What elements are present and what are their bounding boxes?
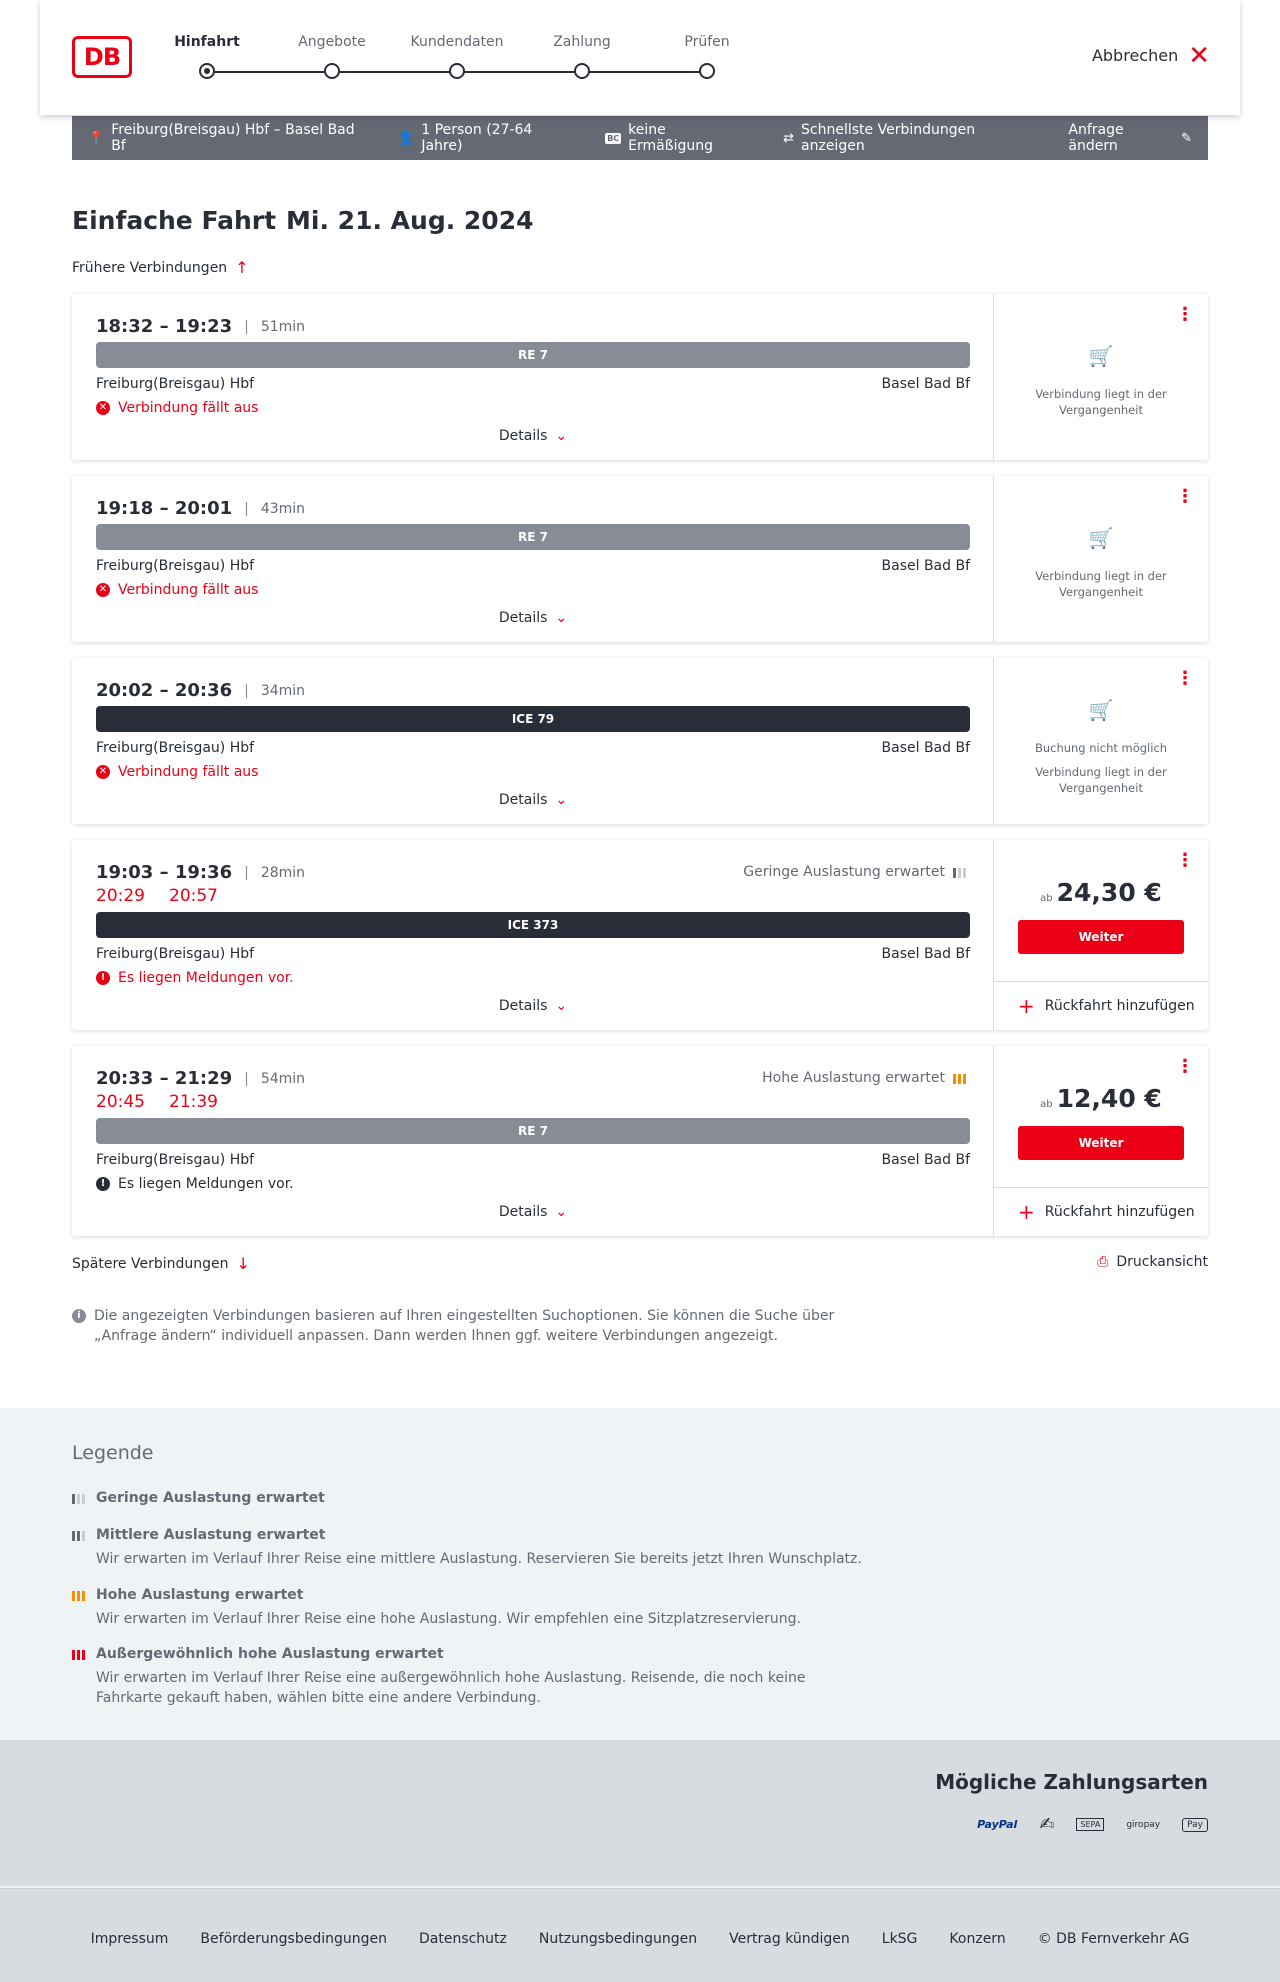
pencil-icon: ✎ — [1181, 130, 1192, 146]
legend-item — [72, 1527, 972, 1569]
cart-unavailable-icon: 🛒 — [1088, 526, 1114, 550]
later-connections-link[interactable] — [72, 1254, 250, 1273]
close-icon: ✕ — [1188, 40, 1210, 71]
time-range: 20:02 – 20:36 — [96, 680, 233, 701]
connection-times — [96, 1068, 305, 1089]
legend-item — [72, 1490, 972, 1506]
direct-debit-icon: ✍ — [1039, 1814, 1055, 1835]
connection-booking — [994, 476, 1208, 642]
price-value: 12,40 € — [1056, 1084, 1162, 1113]
step-hinfahrt[interactable] — [152, 34, 262, 50]
add-return-label: Rückfahrt hinzufügen — [1044, 1203, 1195, 1220]
price — [994, 878, 1208, 907]
arrow-down-icon: ↓ — [236, 1254, 250, 1273]
stations — [96, 1152, 970, 1168]
payment-methods-title: Mögliche Zahlungsarten — [935, 1770, 1208, 1794]
medium-occupancy-icon — [72, 1529, 88, 1541]
more-options-icon[interactable]: ⋮ — [1176, 850, 1194, 871]
duration: 51min — [260, 318, 306, 335]
plus-icon: + — [1018, 993, 1035, 1018]
step-label: Prüfen — [684, 34, 730, 50]
details-toggle[interactable] — [72, 610, 994, 626]
footer-link-datenschutz[interactable]: Datenschutz — [418, 1931, 507, 1947]
connection-times — [96, 498, 305, 519]
very-high-occupancy-icon — [72, 1648, 88, 1660]
discount-info — [605, 122, 751, 154]
footer-link-konzern[interactable]: Konzern — [949, 1931, 1006, 1947]
search-info-note — [72, 1306, 852, 1346]
booking-stepper — [174, 34, 738, 84]
details-label: Details — [498, 792, 548, 808]
cancellation-message — [96, 400, 258, 416]
occupancy-indicator — [743, 864, 969, 880]
connection-card[interactable] — [72, 476, 1208, 642]
legend-heading — [72, 1527, 972, 1543]
connection-card[interactable] — [72, 658, 1208, 824]
add-return-button[interactable] — [994, 1187, 1208, 1235]
more-options-icon[interactable]: ⋮ — [1176, 1056, 1194, 1077]
past-connection-note: Verbindung liegt in der Vergangenheit — [1035, 765, 1167, 795]
past-connection-note: Verbindung liegt in der Vergangenheit — [1035, 387, 1167, 417]
step-dot — [199, 63, 215, 79]
duration: 34min — [260, 682, 306, 699]
print-label: Druckansicht — [1116, 1254, 1208, 1270]
step-label: Kundendaten — [410, 34, 504, 50]
destination-station: Basel Bad Bf — [881, 558, 970, 574]
legend-heading-text: Geringe Auslastung erwartet — [96, 1490, 325, 1506]
connection-booking — [994, 658, 1208, 824]
legend-title: Legende — [72, 1442, 154, 1464]
db-logo[interactable]: DB — [72, 36, 132, 78]
footer-links — [0, 1931, 1280, 1947]
info-exclamation-icon: ! — [96, 1177, 110, 1191]
chevron-down-icon: ⌄ — [555, 1204, 568, 1220]
origin-station: Freiburg(Breisgau) Hbf — [96, 1152, 255, 1168]
occupancy-text: Geringe Auslastung erwartet — [743, 864, 945, 880]
connection-card[interactable] — [72, 1046, 1208, 1236]
origin-station: Freiburg(Breisgau) Hbf — [96, 376, 255, 392]
details-label: Details — [498, 610, 548, 626]
add-return-button[interactable] — [994, 981, 1208, 1029]
train-bar[interactable]: ICE 373 — [96, 912, 970, 938]
search-option-info — [783, 122, 1036, 154]
info-icon: i — [72, 1309, 86, 1323]
duration: 54min — [260, 1070, 306, 1087]
plus-icon: + — [1018, 1199, 1035, 1224]
duration: 43min — [260, 500, 306, 517]
cart-unavailable-icon: 🛒 — [1088, 698, 1114, 722]
separator: | — [244, 1070, 249, 1087]
connection-main — [72, 476, 994, 642]
price-prefix: ab — [1040, 893, 1053, 904]
time-range: 20:33 – 21:29 — [96, 1068, 233, 1089]
trip-date: Mi. 21. Aug. 2024 — [286, 206, 534, 235]
add-return-label: Rückfahrt hinzufügen — [1044, 997, 1195, 1014]
earlier-connections-link[interactable] — [72, 258, 249, 277]
legend-description: Wir erwarten im Verlauf Ihrer Reise eine mittlere Auslastung. Reservieren Sie bereits jetzt Ihren Wunschplatz. — [96, 1551, 862, 1567]
message-text: Es liegen Meldungen vor. — [118, 1176, 294, 1192]
stations — [96, 558, 970, 574]
connection-card[interactable] — [72, 294, 1208, 460]
connection-booking — [994, 294, 1208, 460]
step-zahlung[interactable] — [527, 34, 637, 50]
actual-departure: 20:45 — [96, 1092, 145, 1112]
giropay-icon: giropay — [1126, 1819, 1161, 1830]
legend-heading-text: Mittlere Auslastung erwartet — [96, 1527, 326, 1543]
later-label: Spätere Verbindungen — [72, 1255, 229, 1272]
warning-icon: ! — [96, 971, 110, 985]
traveller-info — [398, 122, 573, 154]
traveller-text: 1 Person (27-64 Jahre) — [421, 122, 533, 154]
legend-description: Wir erwarten im Verlauf Ihrer Reise eine hohe Auslastung. Wir empfehlen eine Sitzplatzreservierung. — [96, 1611, 801, 1627]
printer-icon: ⎙ — [1097, 1254, 1109, 1270]
cart-unavailable-icon: 🛒 — [1088, 344, 1114, 368]
chevron-down-icon: ⌄ — [555, 610, 568, 626]
details-toggle[interactable] — [72, 792, 994, 808]
actual-times — [96, 886, 218, 906]
step-kundendaten[interactable] — [402, 34, 512, 50]
actual-arrival: 21:39 — [169, 1092, 218, 1112]
chevron-down-icon: ⌄ — [555, 998, 568, 1014]
separator: | — [244, 500, 249, 517]
details-toggle[interactable] — [72, 428, 994, 444]
person-icon: 👤 — [398, 130, 415, 146]
details-label: Details — [498, 428, 548, 444]
occupancy-text: Hohe Auslastung erwartet — [762, 1070, 945, 1086]
origin-station: Freiburg(Breisgau) Hbf — [96, 740, 255, 756]
page-title — [72, 206, 534, 235]
duration: 28min — [260, 864, 306, 881]
connection-times — [96, 680, 305, 701]
step-dot — [324, 63, 340, 79]
info-text: Die angezeigten Verbindungen basieren auf Ihren eingestellten Suchoptionen. Sie können die Suche über „Anfrage ändern“ individuell anpassen. Dann werden Ihnen ggf. weitere Verbindungen angezeigt. — [94, 1308, 835, 1344]
legend-item — [72, 1646, 972, 1708]
bahncard-icon: BC — [607, 133, 620, 143]
details-toggle[interactable] — [72, 1204, 994, 1220]
price-prefix: ab — [1040, 1099, 1053, 1110]
continue-button[interactable]: Weiter — [1018, 920, 1184, 954]
option-text: Schnellste Verbindungen anzeigen — [801, 122, 976, 154]
change-request-button[interactable] — [1068, 122, 1192, 154]
error-icon: ✕ — [96, 583, 110, 597]
price-value: 24,30 € — [1056, 878, 1162, 907]
separator: | — [244, 318, 249, 335]
step-dot — [574, 63, 590, 79]
discount-text: keine Ermäßigung — [628, 122, 713, 154]
details-toggle[interactable] — [72, 998, 994, 1014]
connection-main — [72, 658, 994, 824]
legend-heading — [72, 1490, 972, 1506]
separator: | — [244, 864, 249, 881]
swap-icon: ⇄ — [783, 130, 795, 146]
footer — [0, 1888, 1280, 1982]
destination-station: Basel Bad Bf — [881, 740, 970, 756]
stations — [96, 376, 970, 392]
time-range: 19:03 – 19:36 — [96, 862, 233, 883]
destination-station: Basel Bad Bf — [881, 946, 970, 962]
change-request-label: Anfrage ändern — [1068, 122, 1124, 154]
paypal-icon: PayPal — [977, 1818, 1018, 1831]
connection-main — [72, 294, 994, 460]
payment-icons — [977, 1814, 1208, 1835]
footer-copyright: © DB Fernverkehr AG — [1037, 1931, 1190, 1947]
notice-message — [96, 1176, 294, 1192]
arrow-up-icon: ↑ — [235, 258, 249, 277]
occupancy-indicator — [762, 1070, 969, 1086]
actual-departure: 20:29 — [96, 886, 145, 906]
search-summary-bar — [72, 116, 1208, 160]
connection-main — [72, 840, 994, 1030]
connection-booking — [994, 840, 1208, 1030]
route-info — [88, 122, 366, 154]
legend-heading-text: Außergewöhnlich hohe Auslastung erwartet — [96, 1646, 444, 1662]
legend-description: Wir erwarten im Verlauf Ihrer Reise eine außergewöhnlich hohe Auslastung. Reisende, die noch keine Fahrkarte gekauft haben, wählen bitte eine andere Verbindung. — [96, 1670, 806, 1706]
chevron-down-icon: ⌄ — [555, 792, 568, 808]
train-bar[interactable]: RE 7 — [96, 524, 970, 550]
footer-link-vertrag-kuendigen[interactable]: Vertrag kündigen — [729, 1931, 850, 1947]
step-label: Angebote — [298, 34, 366, 50]
continue-button[interactable]: Weiter — [1018, 1126, 1184, 1160]
earlier-label: Frühere Verbindungen — [72, 259, 228, 276]
booking-not-possible-note: Buchung nicht möglich — [1034, 741, 1168, 755]
low-occupancy-icon — [953, 866, 969, 878]
legend-heading — [72, 1646, 972, 1662]
footer-link-nutzungsbedingungen[interactable]: Nutzungsbedingungen — [538, 1931, 698, 1947]
step-label: Zahlung — [553, 34, 611, 50]
time-range: 18:32 – 19:23 — [96, 316, 233, 337]
price — [994, 1084, 1208, 1113]
high-occupancy-icon — [953, 1072, 969, 1084]
cancellation-message — [96, 764, 258, 780]
legend-heading — [72, 1587, 972, 1603]
train-bar[interactable]: RE 7 — [96, 1118, 970, 1144]
actual-times — [96, 1092, 218, 1112]
details-label: Details — [498, 998, 548, 1014]
more-options-icon[interactable]: ⋮ — [1176, 486, 1194, 507]
train-bar[interactable]: RE 7 — [96, 342, 970, 368]
destination-station: Basel Bad Bf — [881, 376, 970, 392]
step-pruefen[interactable] — [652, 34, 762, 50]
stations — [96, 946, 970, 962]
legend-item — [72, 1587, 972, 1629]
details-label: Details — [498, 1204, 548, 1220]
connection-main — [72, 1046, 994, 1236]
cancel-button[interactable] — [1091, 40, 1210, 71]
actual-arrival: 20:57 — [169, 886, 218, 906]
print-view-link[interactable] — [1097, 1254, 1208, 1270]
step-label: Hinfahrt — [174, 34, 240, 50]
apple-pay-icon: Pay — [1182, 1818, 1208, 1832]
high-occupancy-icon — [72, 1589, 88, 1601]
message-text: Verbindung fällt aus — [118, 582, 259, 598]
more-options-icon[interactable]: ⋮ — [1176, 304, 1194, 325]
route-text: Freiburg(Breisgau) Hbf – Basel Bad Bf — [111, 122, 355, 154]
train-bar[interactable]: ICE 79 — [96, 706, 970, 732]
footer-link-lksg[interactable]: LkSG — [881, 1931, 918, 1947]
time-range: 19:18 – 20:01 — [96, 498, 233, 519]
sepa-icon: SEPA — [1076, 1818, 1104, 1831]
footer-link-impressum[interactable]: Impressum — [90, 1931, 169, 1947]
notice-message — [96, 970, 294, 986]
stations — [96, 740, 970, 756]
cancel-label: Abbrechen — [1091, 46, 1179, 65]
error-icon: ✕ — [96, 401, 110, 415]
cancellation-message — [96, 582, 258, 598]
footer-link-befoerderungsbedingungen[interactable]: Beförderungsbedingungen — [200, 1931, 387, 1947]
legend-heading-text: Hohe Auslastung erwartet — [96, 1587, 304, 1603]
header — [40, 0, 1240, 115]
connection-times — [96, 316, 305, 337]
chevron-down-icon: ⌄ — [555, 428, 568, 444]
step-dot — [449, 63, 465, 79]
message-text: Es liegen Meldungen vor. — [118, 970, 294, 986]
origin-station: Freiburg(Breisgau) Hbf — [96, 946, 255, 962]
connection-card[interactable] — [72, 840, 1208, 1030]
separator: | — [244, 682, 249, 699]
message-text: Verbindung fällt aus — [118, 764, 259, 780]
connection-booking — [994, 1046, 1208, 1236]
origin-station: Freiburg(Breisgau) Hbf — [96, 558, 255, 574]
error-icon: ✕ — [96, 765, 110, 779]
destination-station: Basel Bad Bf — [881, 1152, 970, 1168]
payment-methods — [0, 1740, 1280, 1886]
step-dot — [699, 63, 715, 79]
location-pin-icon: 📍 — [88, 130, 105, 146]
more-options-icon[interactable]: ⋮ — [1176, 668, 1194, 689]
trip-type: Einfache Fahrt — [72, 206, 277, 235]
past-connection-note: Verbindung liegt in der Vergangenheit — [1035, 569, 1167, 599]
connection-times — [96, 862, 305, 883]
message-text: Verbindung fällt aus — [118, 400, 259, 416]
step-angebote[interactable] — [277, 34, 387, 50]
low-occupancy-icon — [72, 1492, 88, 1504]
